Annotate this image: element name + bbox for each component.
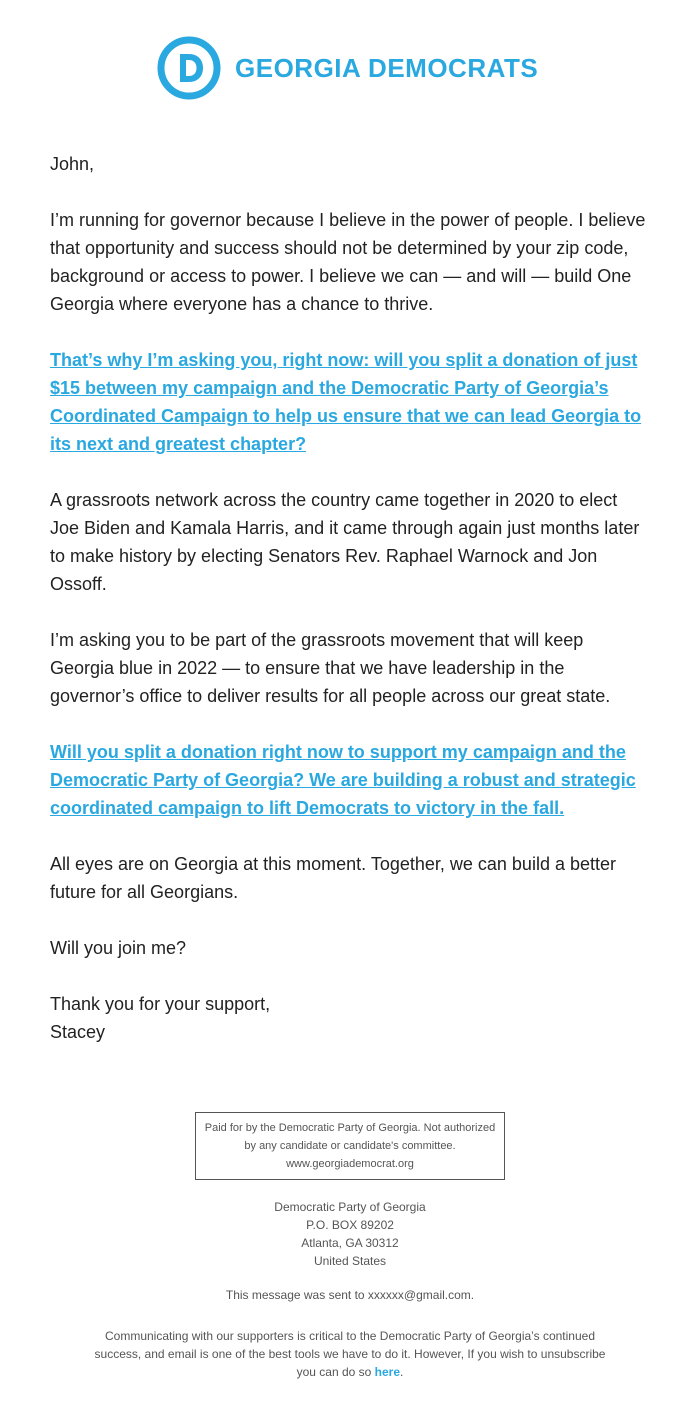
signature: Stacey	[50, 1022, 106, 1042]
paragraph-intro: I’m running for governor because I believe in the power of people. I believe that opportunity and success should not be determined by your zip code, background or access to power. I believe we can — and will — build One Georgia where everyone has a chance to thrive.	[50, 210, 646, 314]
unsubscribe-notice	[90, 1327, 610, 1381]
georgia-democrats-logo[interactable]	[157, 36, 538, 100]
cta-paragraph-2	[50, 738, 650, 822]
address-city: Atlanta, GA 30312	[301, 1236, 399, 1250]
paragraph-all-eyes: All eyes are on Georgia at this moment. Together, we can build a better future for all Georgians.	[50, 854, 616, 902]
democrat-d-logo-icon	[157, 36, 221, 100]
paid-for-disclaimer: Paid for by the Democratic Party of Georgia. Not authorized by any candidate or candidate's committee. www.georgiademocrat.org	[195, 1112, 505, 1180]
closing: Thank you for your support,	[50, 994, 271, 1014]
unsubscribe-end: .	[400, 1365, 404, 1379]
letter-body	[50, 150, 650, 1046]
logo-wordmark: GEORGIA DEMOCRATS	[235, 52, 539, 83]
paragraph-keep-georgia-blue: I’m asking you to be part of the grassroots movement that will keep Georgia blue in 2022 — to ensure that we have leadership in the governor’s office to deliver results for all people across our great state.	[50, 630, 611, 706]
salutation: John,	[50, 154, 95, 174]
donate-link-split-15[interactable]: That’s why I’m asking you, right now: will you split a donation of just $15 between my campaign and the Democratic Party of Georgia’s Coordinated Campaign to help us ensure that we can lead Georgia to its next and greatest chapter?	[50, 350, 642, 454]
donate-link-split-donation[interactable]: Will you split a donation right now to support my campaign and the Democratic Party of Georgia? We are building a robust and strategic coordinated campaign to lift Democrats to victory in the fall.	[50, 742, 636, 818]
email-header	[0, 36, 700, 104]
unsubscribe-text: Communicating with our supporters is critical to the Democratic Party of Georgia’s continued success, and email is one of the best tools we have to do it. However, If you wish to unsubscribe you can do so	[94, 1329, 606, 1379]
address-country: United States	[313, 1254, 387, 1268]
unsubscribe-link[interactable]: here	[374, 1365, 401, 1379]
paragraph-join-me: Will you join me?	[50, 938, 187, 958]
sent-to-notice: This message was sent to xxxxxx@gmail.com.	[225, 1288, 475, 1302]
address-po-box: P.O. BOX 89202	[306, 1218, 394, 1232]
email-footer	[0, 1112, 700, 1381]
address-org: Democratic Party of Georgia	[274, 1200, 426, 1214]
paragraph-grassroots: A grassroots network across the country came together in 2020 to elect Joe Biden and Kamala Harris, and it came through again just months later to make history by electing Senators Rev. Raphael Warnock and Jon Ossoff.	[50, 490, 640, 594]
mailing-address	[0, 1198, 700, 1270]
cta-paragraph-1	[50, 346, 650, 458]
